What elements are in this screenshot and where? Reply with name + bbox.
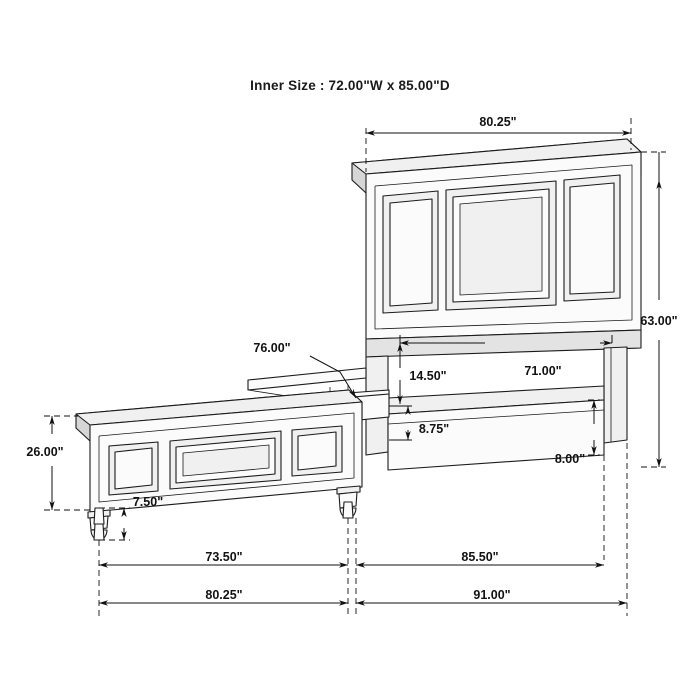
label-rail-to-headboard: 71.00": [524, 364, 562, 378]
label-rail-height-upper: 14.50": [409, 369, 447, 383]
label-rail-clearance: 8.00": [554, 452, 586, 466]
label-footboard-overall: 80.25": [205, 588, 243, 602]
label-footboard-leg: 7.50": [132, 495, 164, 509]
label-rail-height-lower: 8.75": [418, 422, 450, 436]
label-inner-rail-length: 76.00": [253, 341, 291, 355]
label-headboard-height: 63.00": [640, 314, 678, 328]
footboard: [76, 390, 362, 540]
label-footboard-span: 73.50": [205, 550, 243, 564]
label-headboard-width: 80.25": [479, 115, 517, 129]
label-footboard-height: 26.00": [26, 445, 64, 459]
label-overall-depth: 91.00": [473, 588, 511, 602]
label-side-rail-span: 85.50": [461, 550, 499, 564]
page-title: Inner Size : 72.00"W x 85.00"D: [250, 78, 450, 93]
